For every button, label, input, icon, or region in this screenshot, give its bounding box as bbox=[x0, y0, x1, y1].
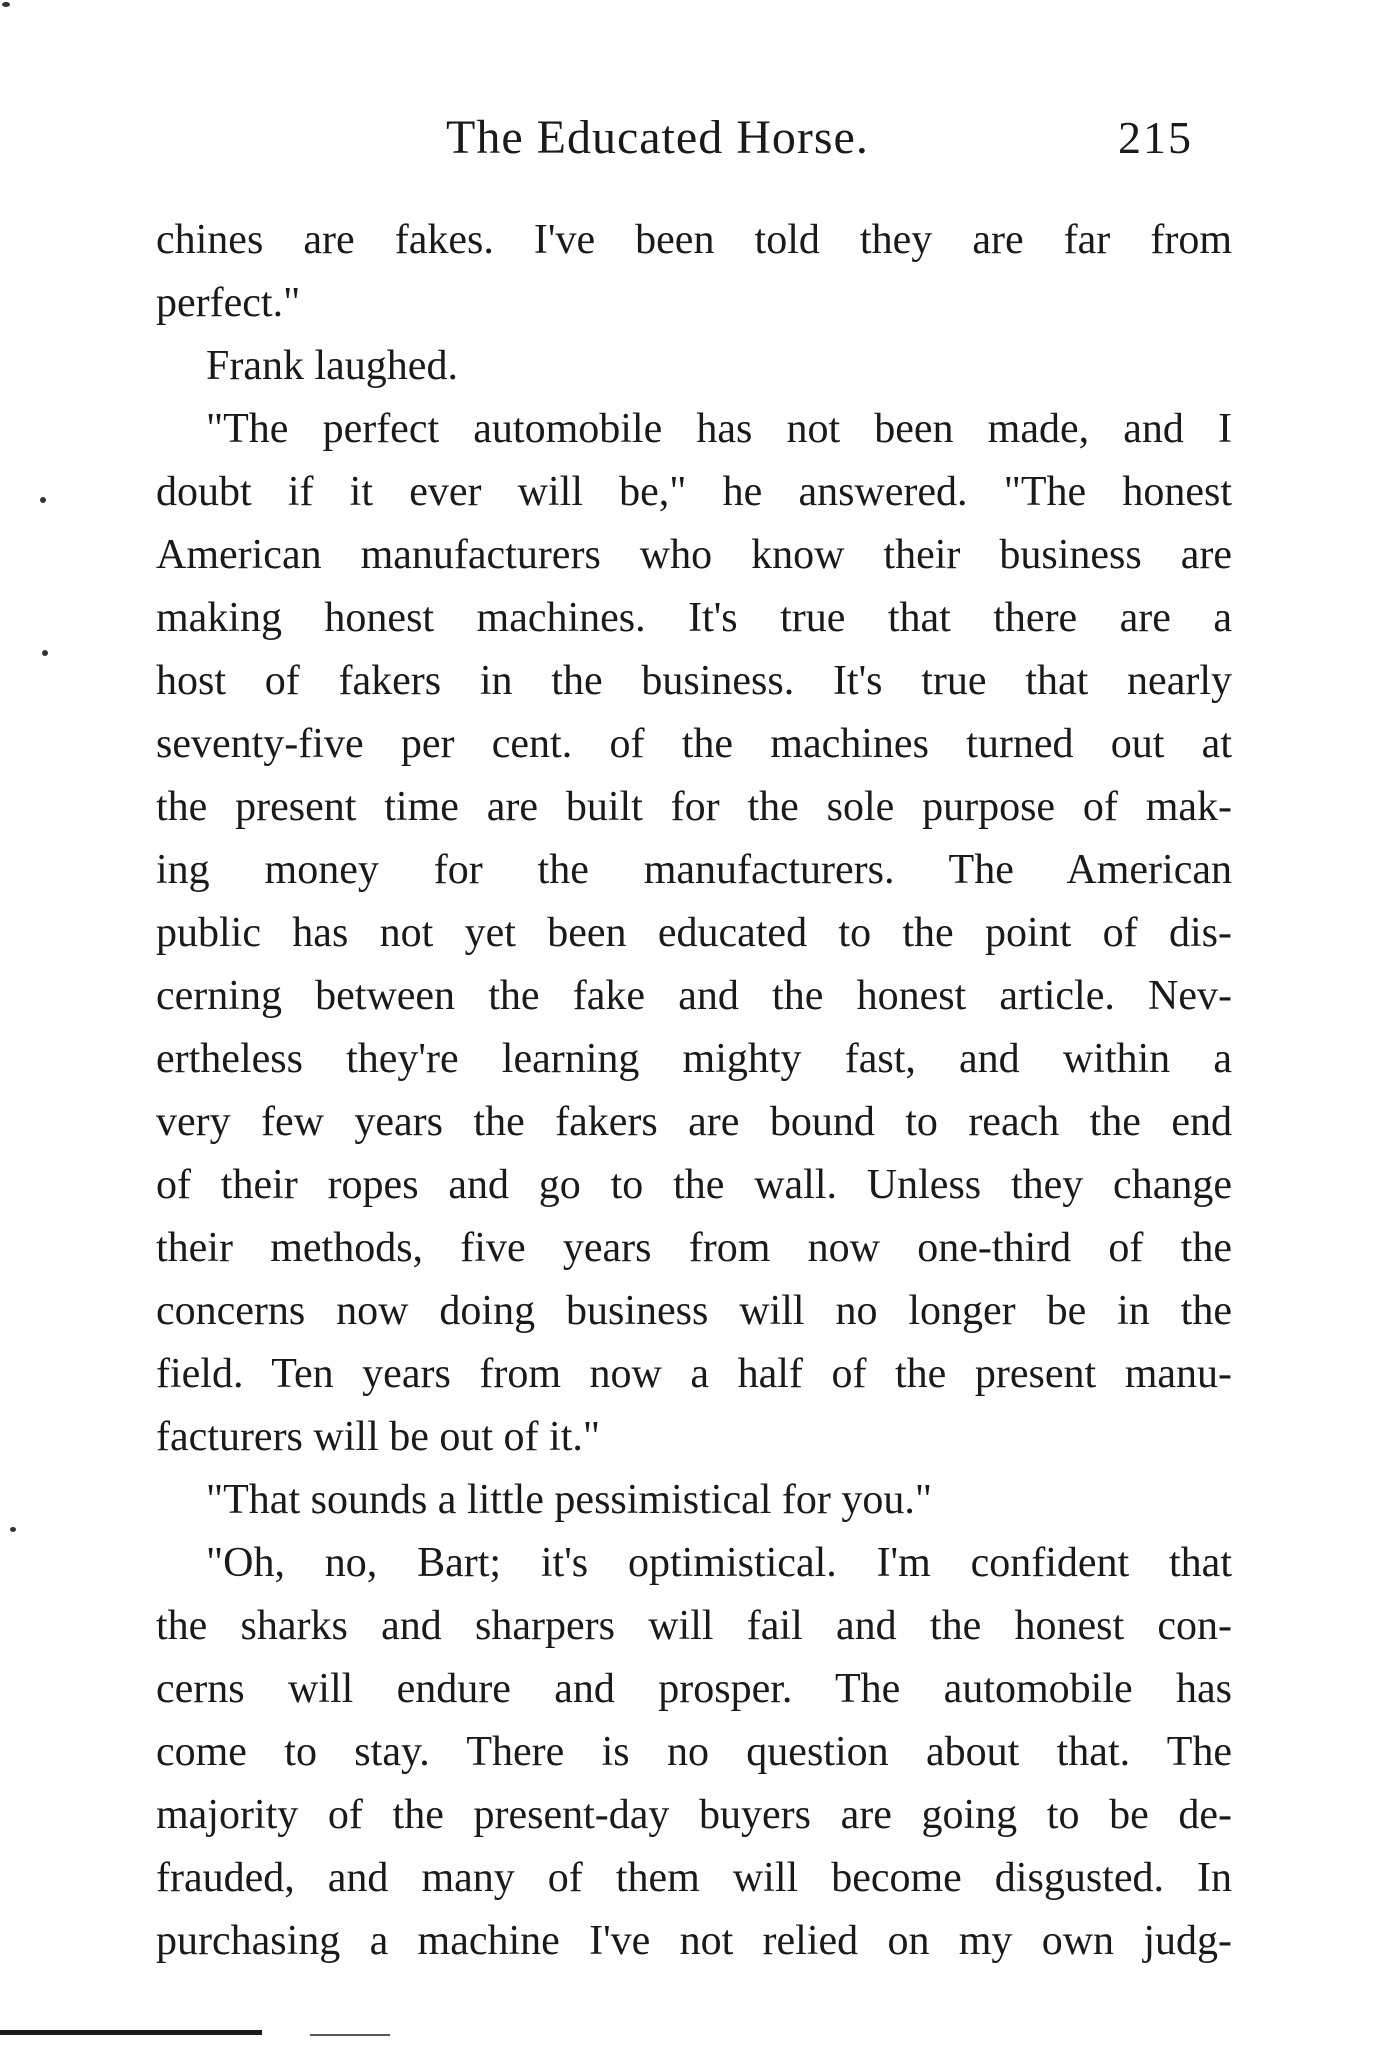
text-line: frauded, and many of them will become disgusted. In bbox=[156, 1855, 1232, 1901]
margin-speck bbox=[40, 497, 46, 503]
running-title: The Educated Horse. bbox=[446, 111, 869, 164]
text-line: "The perfect automobile has not been made, and I bbox=[206, 406, 1232, 452]
margin-speck bbox=[2, 2, 10, 7]
text-line: host of fakers in the business. It's true that nearly bbox=[156, 658, 1232, 704]
text-line: Frank laughed. bbox=[206, 343, 458, 389]
text-line: purchasing a machine I've not relied on my own judg- bbox=[156, 1918, 1232, 1964]
text-line: chines are fakes. I've been told they are far from bbox=[156, 217, 1232, 263]
text-line: public has not yet been educated to the point of dis- bbox=[156, 910, 1232, 956]
margin-speck bbox=[10, 1527, 16, 1532]
text-line: field. Ten years from now a half of the present manu- bbox=[156, 1351, 1232, 1397]
text-line: American manufacturers who know their business are bbox=[156, 532, 1232, 578]
text-line: come to stay. There is no question about that. The bbox=[156, 1729, 1232, 1775]
margin-speck bbox=[42, 650, 48, 656]
text-line: "That sounds a little pessimistical for you." bbox=[206, 1477, 933, 1523]
text-line: the sharks and sharpers will fail and the honest con- bbox=[156, 1603, 1232, 1649]
text-line: concerns now doing business will no longer be in the bbox=[156, 1288, 1232, 1334]
page-number: 215 bbox=[1118, 112, 1193, 163]
text-line: perfect." bbox=[156, 280, 301, 326]
text-line: seventy-five per cent. of the machines turned out at bbox=[156, 721, 1232, 767]
text-line: cerns will endure and prosper. The automobile has bbox=[156, 1666, 1232, 1712]
text-line: "Oh, no, Bart; it's optimistical. I'm confident that bbox=[206, 1540, 1232, 1586]
text-line: facturers will be out of it." bbox=[156, 1414, 601, 1460]
scan-edge-rule bbox=[0, 2030, 262, 2035]
text-line: of their ropes and go to the wall. Unless they change bbox=[156, 1162, 1232, 1208]
text-line: ertheless they're learning mighty fast, and within a bbox=[156, 1036, 1232, 1082]
running-head bbox=[0, 108, 1389, 168]
text-line: ing money for the manufacturers. The American bbox=[156, 847, 1232, 893]
text-line: cerning between the fake and the honest article. Nev- bbox=[156, 973, 1232, 1019]
text-line: their methods, five years from now one-third of the bbox=[156, 1225, 1232, 1271]
text-line: very few years the fakers are bound to reach the end bbox=[156, 1099, 1232, 1145]
text-line: doubt if it ever will be," he answered. "The honest bbox=[156, 469, 1232, 515]
body-text bbox=[156, 209, 1232, 1973]
text-line: the present time are built for the sole purpose of mak- bbox=[156, 784, 1232, 830]
text-line: majority of the present-day buyers are going to be de- bbox=[156, 1792, 1232, 1838]
scan-edge-rule bbox=[310, 2034, 390, 2036]
text-line: making honest machines. It's true that there are a bbox=[156, 595, 1232, 641]
